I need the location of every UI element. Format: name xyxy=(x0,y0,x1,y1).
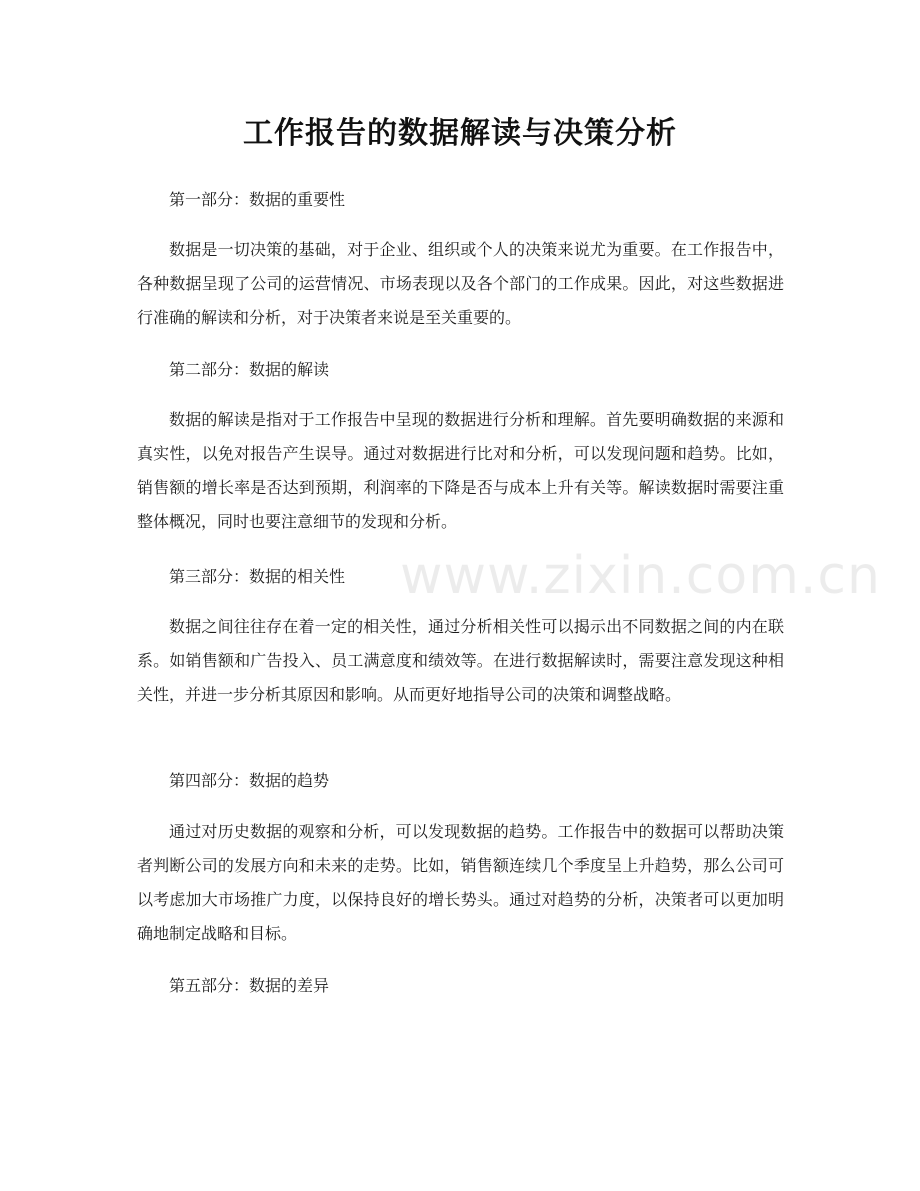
document-title: 工作报告的数据解读与决策分析 xyxy=(243,116,677,151)
section-2-body: 数据的解读是指对于工作报告中呈现的数据进行分析和理解。首先要明确数据的来源和真实性，以免对报告产生误导。通过对数据进行比对和分析，可以发现问题和趋势。比如，销售额的增长率是否达到预期，利润率的下降是否与成本上升有关等。解读数据时需要注重整体概况，同时也要注意细节的发现和分析。 xyxy=(137,410,784,531)
section-3-body: 数据之间往往存在着一定的相关性，通过分析相关性可以揭示出不同数据之间的内在联系。如销售额和广告投入、员工满意度和绩效等。在进行数据解读时，需要注意发现这种相关性，并进一步分析其原因和影响。从而更好地指导公司的决策和调整战略。 xyxy=(137,617,784,704)
section-4-heading: 第四部分：数据的趋势 xyxy=(169,771,330,790)
section-2-heading: 第二部分：数据的解读 xyxy=(169,360,330,379)
section-1-body: 数据是一切决策的基础，对于企业、组织或个人的决策来说尤为重要。在工作报告中，各种数据呈现了公司的运营情况、市场表现以及各个部门的工作成果。因此，对这些数据进行准确的解读和分析，对于决策者来说是至关重要的。 xyxy=(137,240,784,327)
section-1-heading: 第一部分：数据的重要性 xyxy=(169,190,346,209)
section-5-heading: 第五部分：数据的差异 xyxy=(169,976,330,995)
section-3-heading: 第三部分：数据的相关性 xyxy=(169,567,346,586)
section-4-body: 通过对历史数据的观察和分析，可以发现数据的趋势。工作报告中的数据可以帮助决策者判断公司的发展方向和未来的走势。比如，销售额连续几个季度呈上升趋势，那么公司可以考虑加大市场推广力度，以保持良好的增长势头。通过对趋势的分析，决策者可以更加明确地制定战略和目标。 xyxy=(137,822,784,943)
watermark-text: www.zixin.com.cn xyxy=(400,546,881,606)
